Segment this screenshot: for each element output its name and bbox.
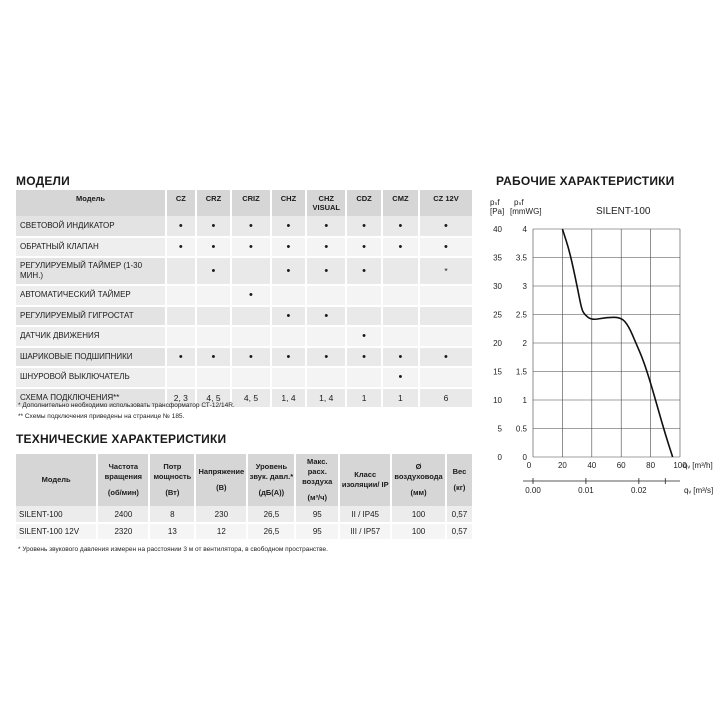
models-cell: 4, 5 xyxy=(196,388,232,409)
tech-cell: 100 xyxy=(391,506,446,523)
models-row-label: ШАРИКОВЫЕ ПОДШИПНИКИ xyxy=(16,347,166,368)
y2-tick-label: 2 xyxy=(522,339,527,348)
models-note-2: ** Схемы подключения приведены на странице № 185. xyxy=(18,413,185,420)
tech-cell: 0,57 xyxy=(446,506,473,523)
tech-header-label: Макс. расх. воздуха xyxy=(302,457,333,486)
tech-header-unit: (дБ(А)) xyxy=(258,488,285,497)
y2-tick-label: 2.5 xyxy=(515,310,527,320)
models-cell: • xyxy=(196,216,232,237)
y1-unit-line2: [Pa] xyxy=(490,207,505,216)
models-cell: • xyxy=(166,347,196,368)
models-cell: 2, 3 xyxy=(166,388,196,409)
models-cell: • xyxy=(382,347,419,368)
y-tick-label: 35 xyxy=(493,253,502,263)
models-col-header: CHZ xyxy=(271,190,307,216)
tech-cell: II / IP45 xyxy=(339,506,391,523)
models-cell: • xyxy=(196,257,232,285)
y-tick-label: 25 xyxy=(493,310,502,320)
models-col-header: CZ 12V xyxy=(419,190,473,216)
models-cell: • xyxy=(382,216,419,237)
models-cell: • xyxy=(346,326,382,347)
models-row-label: АВТОМАТИЧЕСКИЙ ТАЙМЕР xyxy=(16,285,166,306)
x-tick-label: 20 xyxy=(557,461,567,470)
models-cell: • xyxy=(231,237,270,258)
models-cell: • xyxy=(271,306,307,327)
tech-cell: 95 xyxy=(295,506,339,523)
y-tick-label: 5 xyxy=(497,424,502,434)
tech-cell: 12 xyxy=(195,523,247,540)
y-tick-label: 40 xyxy=(493,225,502,234)
y2-tick-label: 4 xyxy=(522,225,527,234)
models-cell: • xyxy=(382,367,419,388)
models-col-header: CHZ VISUAL xyxy=(306,190,346,216)
models-cell: • xyxy=(271,216,307,237)
models-cell: • xyxy=(306,306,346,327)
models-cell: • xyxy=(306,347,346,368)
chart-title: РАБОЧИЕ ХАРАКТЕРИСТИКИ xyxy=(496,174,675,188)
models-row-label: РЕГУЛИРУЕМЫЙ ТАЙМЕР (1-30 МИН.) xyxy=(16,257,166,285)
x1-unit: qᵥ [m³/h] xyxy=(683,461,713,470)
x-tick-label: 60 xyxy=(616,461,626,470)
y-tick-label: 30 xyxy=(493,282,502,291)
x2-tick-label: 0.00 xyxy=(525,486,541,495)
models-row-label: ОБРАТНЫЙ КЛАПАН xyxy=(16,237,166,258)
models-row-label: СХЕМА ПОДКЛЮЧЕНИЯ** xyxy=(16,388,166,409)
x2-tick-label: 0.02 xyxy=(631,486,647,495)
tech-cell: 26,5 xyxy=(247,523,295,540)
x-tick-label: 40 xyxy=(587,461,597,470)
y2-unit-line1: pₛf xyxy=(514,198,524,207)
tech-cell: 230 xyxy=(195,506,247,523)
tech-row-model: SILENT-100 xyxy=(16,506,97,523)
models-cell: • xyxy=(166,216,196,237)
tech-header-unit: (м³/ч) xyxy=(307,493,327,502)
models-col-header: CMZ xyxy=(382,190,419,216)
models-cell: • xyxy=(231,347,270,368)
tech-header-unit: (В) xyxy=(216,483,227,492)
y-tick-label: 0 xyxy=(497,453,502,462)
tech-header-label: Напряжение xyxy=(198,467,245,476)
models-row-label: СВЕТОВОЙ ИНДИКАТОР xyxy=(16,216,166,237)
models-cell: • xyxy=(306,257,346,285)
tech-note: * Уровень звукового давления измерен на расстоянии 3 м от вентилятора, в свободном пространстве. xyxy=(18,546,328,553)
tech-header-unit: (кг) xyxy=(453,483,466,492)
tech-cell: 2320 xyxy=(97,523,149,540)
tech-header-unit: (Вт) xyxy=(165,488,180,497)
models-cell: • xyxy=(346,257,382,285)
y2-tick-label: 1.5 xyxy=(515,367,527,377)
models-cell: 4, 5 xyxy=(231,388,270,409)
tech-header-label: Класс изоляции/ IP xyxy=(341,470,389,489)
y2-tick-label: 1 xyxy=(522,396,527,405)
tech-header-label: Модель xyxy=(41,475,71,484)
models-cell: 1 xyxy=(382,388,419,409)
models-col-header: CZ xyxy=(166,190,196,216)
tech-cell: 13 xyxy=(149,523,195,540)
models-cell: • xyxy=(231,285,270,306)
models-cell: • xyxy=(419,347,473,368)
y1-unit-line1: pₛf xyxy=(490,198,500,207)
models-cell: • xyxy=(196,347,232,368)
models-cell: • xyxy=(346,216,382,237)
tech-cell: 26,5 xyxy=(247,506,295,523)
models-header-model: Модель xyxy=(16,190,166,216)
models-cell: * xyxy=(419,257,473,285)
y2-unit-line2: [mmWG] xyxy=(510,207,542,216)
tech-cell: 95 xyxy=(295,523,339,540)
tech-header-label: Уровень звук. давл.* xyxy=(249,462,294,481)
y2-tick-label: 0 xyxy=(522,453,527,462)
tech-header-label: Частота вращения xyxy=(104,462,143,481)
tech-header-label: Вес xyxy=(452,467,467,476)
models-cell: • xyxy=(271,347,307,368)
x-tick-label: 0 xyxy=(526,461,532,470)
models-col-header: CRIZ xyxy=(231,190,270,216)
tech-cell: III / IP57 xyxy=(339,523,391,540)
models-row-label: ШНУРОВОЙ ВЫКЛЮЧАТЕЛЬ xyxy=(16,367,166,388)
tech-header-label: Ø воздуховода xyxy=(394,462,443,481)
models-col-header: CDZ xyxy=(346,190,382,216)
tech-row-model: SILENT-100 12V xyxy=(16,523,97,540)
models-cell: • xyxy=(346,347,382,368)
models-cell: • xyxy=(306,216,346,237)
models-cell: 1, 4 xyxy=(271,388,307,409)
models-cell: 6 xyxy=(419,388,473,409)
y2-tick-label: 3 xyxy=(522,282,527,291)
x-tick-label: 80 xyxy=(646,461,656,470)
tech-cell: 2400 xyxy=(97,506,149,523)
models-col-header: CRZ xyxy=(196,190,232,216)
tech-cell: 100 xyxy=(391,523,446,540)
y2-tick-label: 0.5 xyxy=(515,424,527,434)
y-tick-label: 20 xyxy=(493,339,502,348)
x-tick-label: 100 xyxy=(673,461,687,470)
y-tick-label: 10 xyxy=(493,396,502,405)
models-cell: 1, 4 xyxy=(306,388,346,409)
models-cell: • xyxy=(419,216,473,237)
models-cell: • xyxy=(271,257,307,285)
x2-unit: qᵥ [m³/s] xyxy=(684,486,714,495)
models-cell: • xyxy=(346,237,382,258)
tech-header-unit: (мм) xyxy=(410,488,427,497)
models-title: МОДЕЛИ xyxy=(16,174,70,188)
y-tick-label: 15 xyxy=(493,367,502,377)
models-cell: • xyxy=(196,237,232,258)
models-row-label: ДАТЧИК ДВИЖЕНИЯ xyxy=(16,326,166,347)
models-note-1: * Дополнительно необходимо использовать трансформатор СТ-12/14R. xyxy=(18,402,235,409)
models-cell: • xyxy=(231,216,270,237)
y2-tick-label: 3.5 xyxy=(515,253,527,263)
tech-cell: 8 xyxy=(149,506,195,523)
chart-model-label: SILENT-100 xyxy=(596,206,651,217)
tech-cell: 0,57 xyxy=(446,523,473,540)
tech-header-unit: (об/мин) xyxy=(107,488,139,497)
models-cell: • xyxy=(271,237,307,258)
models-cell: • xyxy=(166,237,196,258)
models-row-label: РЕГУЛИРУЕМЫЙ ГИГРОСТАТ xyxy=(16,306,166,327)
models-cell: • xyxy=(419,237,473,258)
models-cell: • xyxy=(306,237,346,258)
x2-tick-label: 0.01 xyxy=(578,486,594,495)
models-cell: 1 xyxy=(346,388,382,409)
tech-title: ТЕХНИЧЕСКИЕ ХАРАКТЕРИСТИКИ xyxy=(16,432,227,446)
models-cell: • xyxy=(382,237,419,258)
tech-header-label: Потр мощность xyxy=(153,462,192,481)
